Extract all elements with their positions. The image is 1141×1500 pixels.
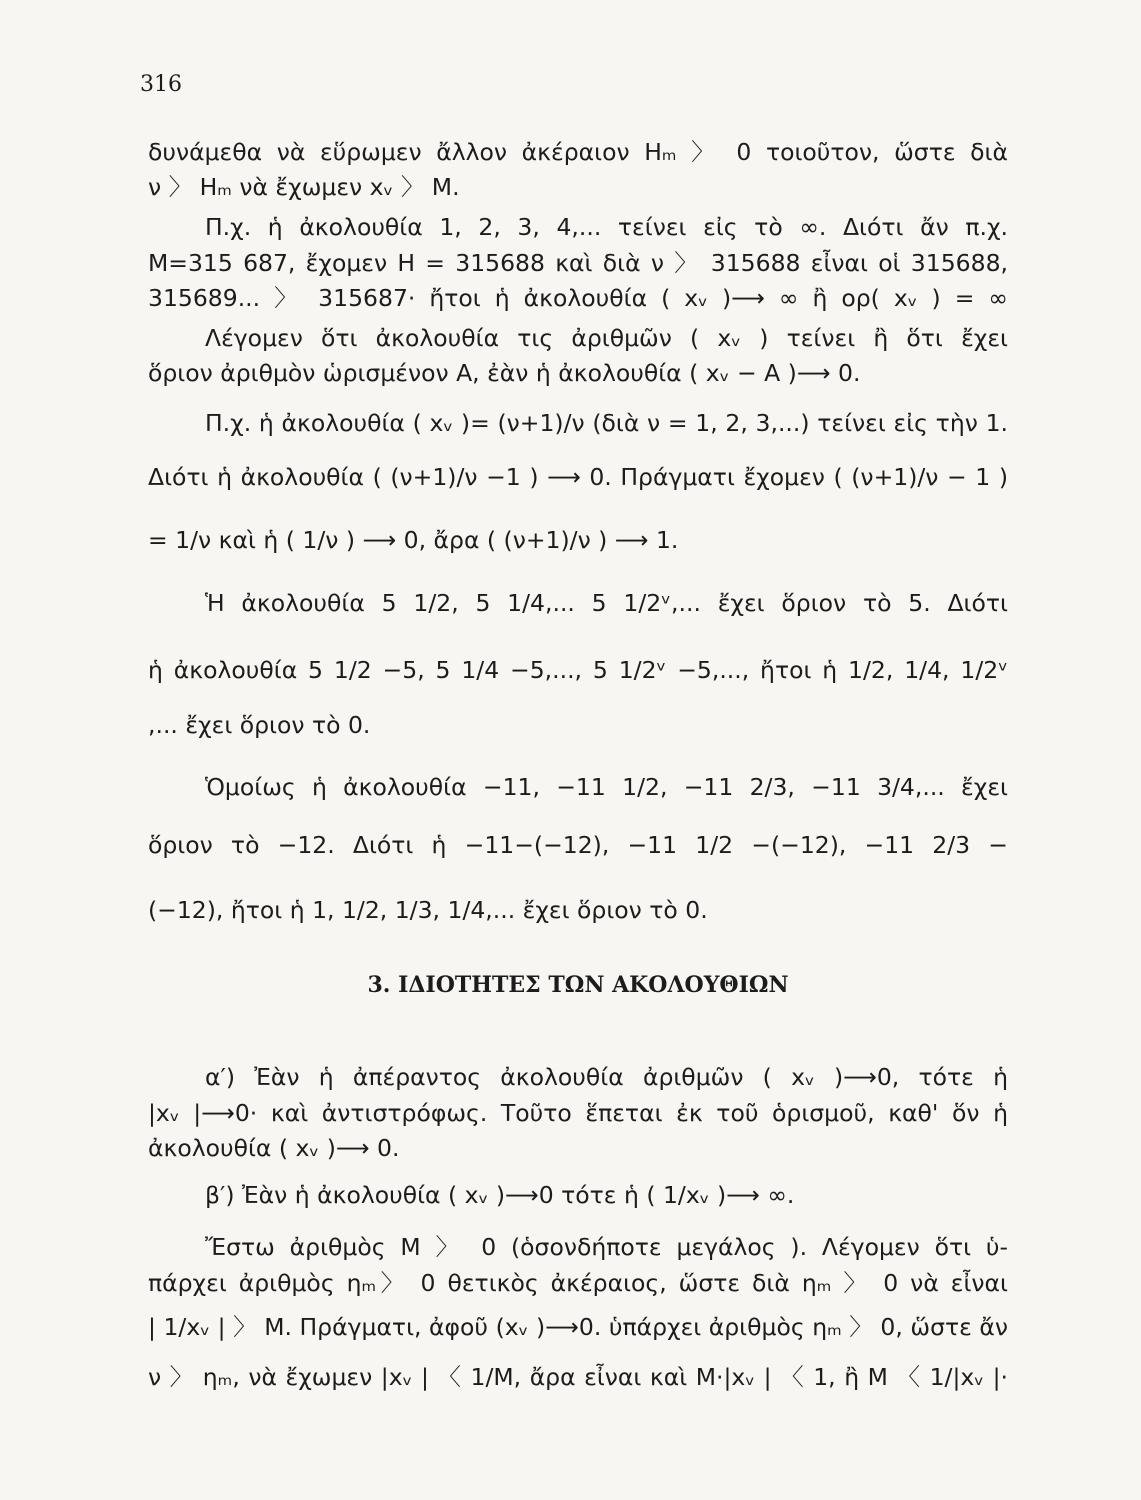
text-line: Λέγομεν ὅτι ἀκολουθία τις ἀριθμῶν ( xᵥ ) τείνει ἢ ὅτι ἔχει [205, 324, 1008, 352]
text-line: | 1/xᵥ | 〉 M. Πράγματι, ἀφοῦ (xᵥ )⟶0. ὑπάρχει ἀριθμὸς ηₘ 〉 0, ὥστε ἄν [148, 1313, 1008, 1341]
text-line: ὅριον τὸ −12. Διότι ἡ −11−(−12), −11 1/2 −(−12), −11 2/3 − [148, 831, 1008, 859]
text-line: Ἔστω ἀριθμὸς M 〉 0 (ὁσονδήποτε μεγάλος ). Λέγομεν ὅτι ὑ- [205, 1233, 1008, 1261]
text-line: = 1/ν καὶ ἡ ( 1/ν ) ⟶ 0, ἄρα ( (ν+1)/ν ) ⟶ 1. [148, 526, 679, 554]
text-line: M=315 687, ἔχομεν H = 315688 καὶ διὰ ν 〉 315688 εἶναι οἱ 315688, [148, 249, 1008, 277]
text-line: Ὁμοίως ἡ ἀκολουθία −11, −11 1/2, −11 2/3, −11 3/4,... ἔχει [205, 773, 1008, 801]
text-line: πάρχει ἀριθμὸς ηₘ〉 0 θετικὸς ἀκέραιος, ὥστε διὰ ηₘ 〉 0 νὰ εἶναι [148, 1269, 1008, 1297]
text-line: ὅριον ἀριθμὸν ὡρισμένον A, ἐὰν ἡ ἀκολουθία ( xᵥ − A )⟶ 0. [148, 359, 861, 387]
text-line: β′) Ἐὰν ἡ ἀκολουθία ( xᵥ )⟶0 τότε ἡ ( 1/xᵥ )⟶ ∞. [205, 1181, 795, 1209]
text-line: |xᵥ |⟶0· καὶ ἀντιστρόφως. Τοῦτο ἕπεται ἐκ τοῦ ὁρισμοῦ, καθ' ὅν ἡ [148, 1099, 1008, 1127]
text-line: ἡ ἀκολουθία 5 1/2 −5, 5 1/4 −5,..., 5 1/2ᵛ −5,..., ἤτοι ἡ 1/2, 1/4, 1/2ᵛ [148, 656, 1008, 684]
text-line: (−12), ἤτοι ἡ 1, 1/2, 1/3, 1/4,... ἔχει ὅριον τὸ 0. [148, 896, 708, 924]
text-line: Διότι ἡ ἀκολουθία ( (ν+1)/ν −1 ) ⟶ 0. Πράγματι ἔχομεν ( (ν+1)/ν − 1 ) [148, 463, 1008, 491]
text-line: ν 〉 ηₘ, νὰ ἔχωμεν |xᵥ | 〈 1/M, ἄρα εἶναι καὶ M·|xᵥ | 〈 1, ἢ M 〈 1/|xᵥ |· [148, 1363, 1008, 1391]
text-line: ἀκολουθία ( xᵥ )⟶ 0. [148, 1134, 400, 1162]
text-line: δυνάμεθα νὰ εὕρωμεν ἄλλον ἀκέραιον Hₘ 〉 0 τοιοῦτον, ὥστε διὰ [148, 138, 1008, 166]
page-number: 316 [140, 72, 182, 97]
text-line: Π.χ. ἡ ἀκολουθία 1, 2, 3, 4,... τείνει εἰς τὸ ∞. Διότι ἄν π.χ. [205, 213, 1008, 241]
text-line: ν 〉 Hₘ νὰ ἔχωμεν xᵥ 〉 M. [148, 173, 460, 201]
text-line: Ἡ ἀκολουθία 5 1/2, 5 1/4,... 5 1/2ᵛ,... ἔχει ὅριον τὸ 5. Διότι [205, 589, 1008, 617]
section-heading: 3. ΙΔΙΟΤΗΤΕΣ ΤΩΝ ΑΚΟΛΟΥΘΙΩΝ [367, 972, 789, 998]
text-line: 315689... 〉 315687· ἤτοι ἡ ἀκολουθία ( xᵥ )⟶ ∞ ἢ ορ( xᵥ ) = ∞ [148, 284, 1008, 312]
text-line: Π.χ. ἡ ἀκολουθία ( xᵥ )= (ν+1)/ν (διὰ ν = 1, 2, 3,...) τείνει εἰς τὴν 1. [205, 409, 1008, 437]
text-line: ,... ἔχει ὅριον τὸ 0. [148, 711, 371, 739]
text-line: α′) Ἐὰν ἡ ἀπέραντος ἀκολουθία ἀριθμῶν ( xᵥ )⟶0, τότε ἡ [205, 1063, 1008, 1091]
